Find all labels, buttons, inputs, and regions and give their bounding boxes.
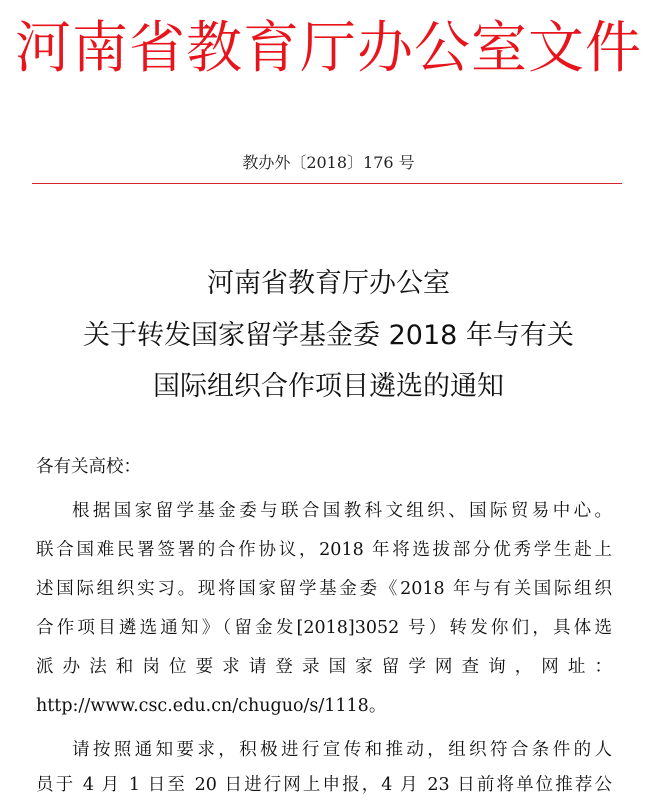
- paragraph-1-line-2: 联合国难民署签署的合作协议，2018 年将选拔部分优秀学生赴上: [36, 540, 612, 560]
- notice-title-line-3: 国际组织合作项目遴选的通知: [153, 371, 504, 402]
- paragraph-1-line-3: 述国际组织实习。现将国家留学基金委《2018 年与有关国际组织: [36, 579, 612, 599]
- paragraph-1-line-1: 根据国家留学基金委与联合国教科文组织、国际贸易中心。: [72, 501, 612, 521]
- paragraph-2-line-2: 员于 4 月 1 日至 20 日进行网上申报，4 月 23 日前将单位推荐公: [36, 775, 612, 795]
- salutation: 各有关高校：: [36, 457, 141, 477]
- notice-title-line-2: 关于转发国家留学基金委 2018 年与有关: [83, 320, 574, 351]
- paragraph-1-line-6: http://www.csc.edu.cn/chuguo/s/1118。: [36, 696, 387, 716]
- paragraph-1-line-4: 合作项目遴选通知》（留金发[2018]3052 号）转发你们，具体选: [36, 618, 612, 638]
- notice-title-line-1: 河南省教育厅办公室: [207, 268, 450, 299]
- paragraph-2-line-1: 请按照通知要求，积极进行宣传和推动，组织符合条件的人: [72, 740, 612, 760]
- paragraph-1-line-5: 派办法和岗位要求请登录国家留学网查询，网址：: [36, 657, 612, 677]
- document-number: 教办外〔2018〕176 号: [242, 153, 415, 172]
- red-divider: [32, 183, 622, 184]
- masthead-title: 河南省教育厅办公室文件: [15, 16, 642, 81]
